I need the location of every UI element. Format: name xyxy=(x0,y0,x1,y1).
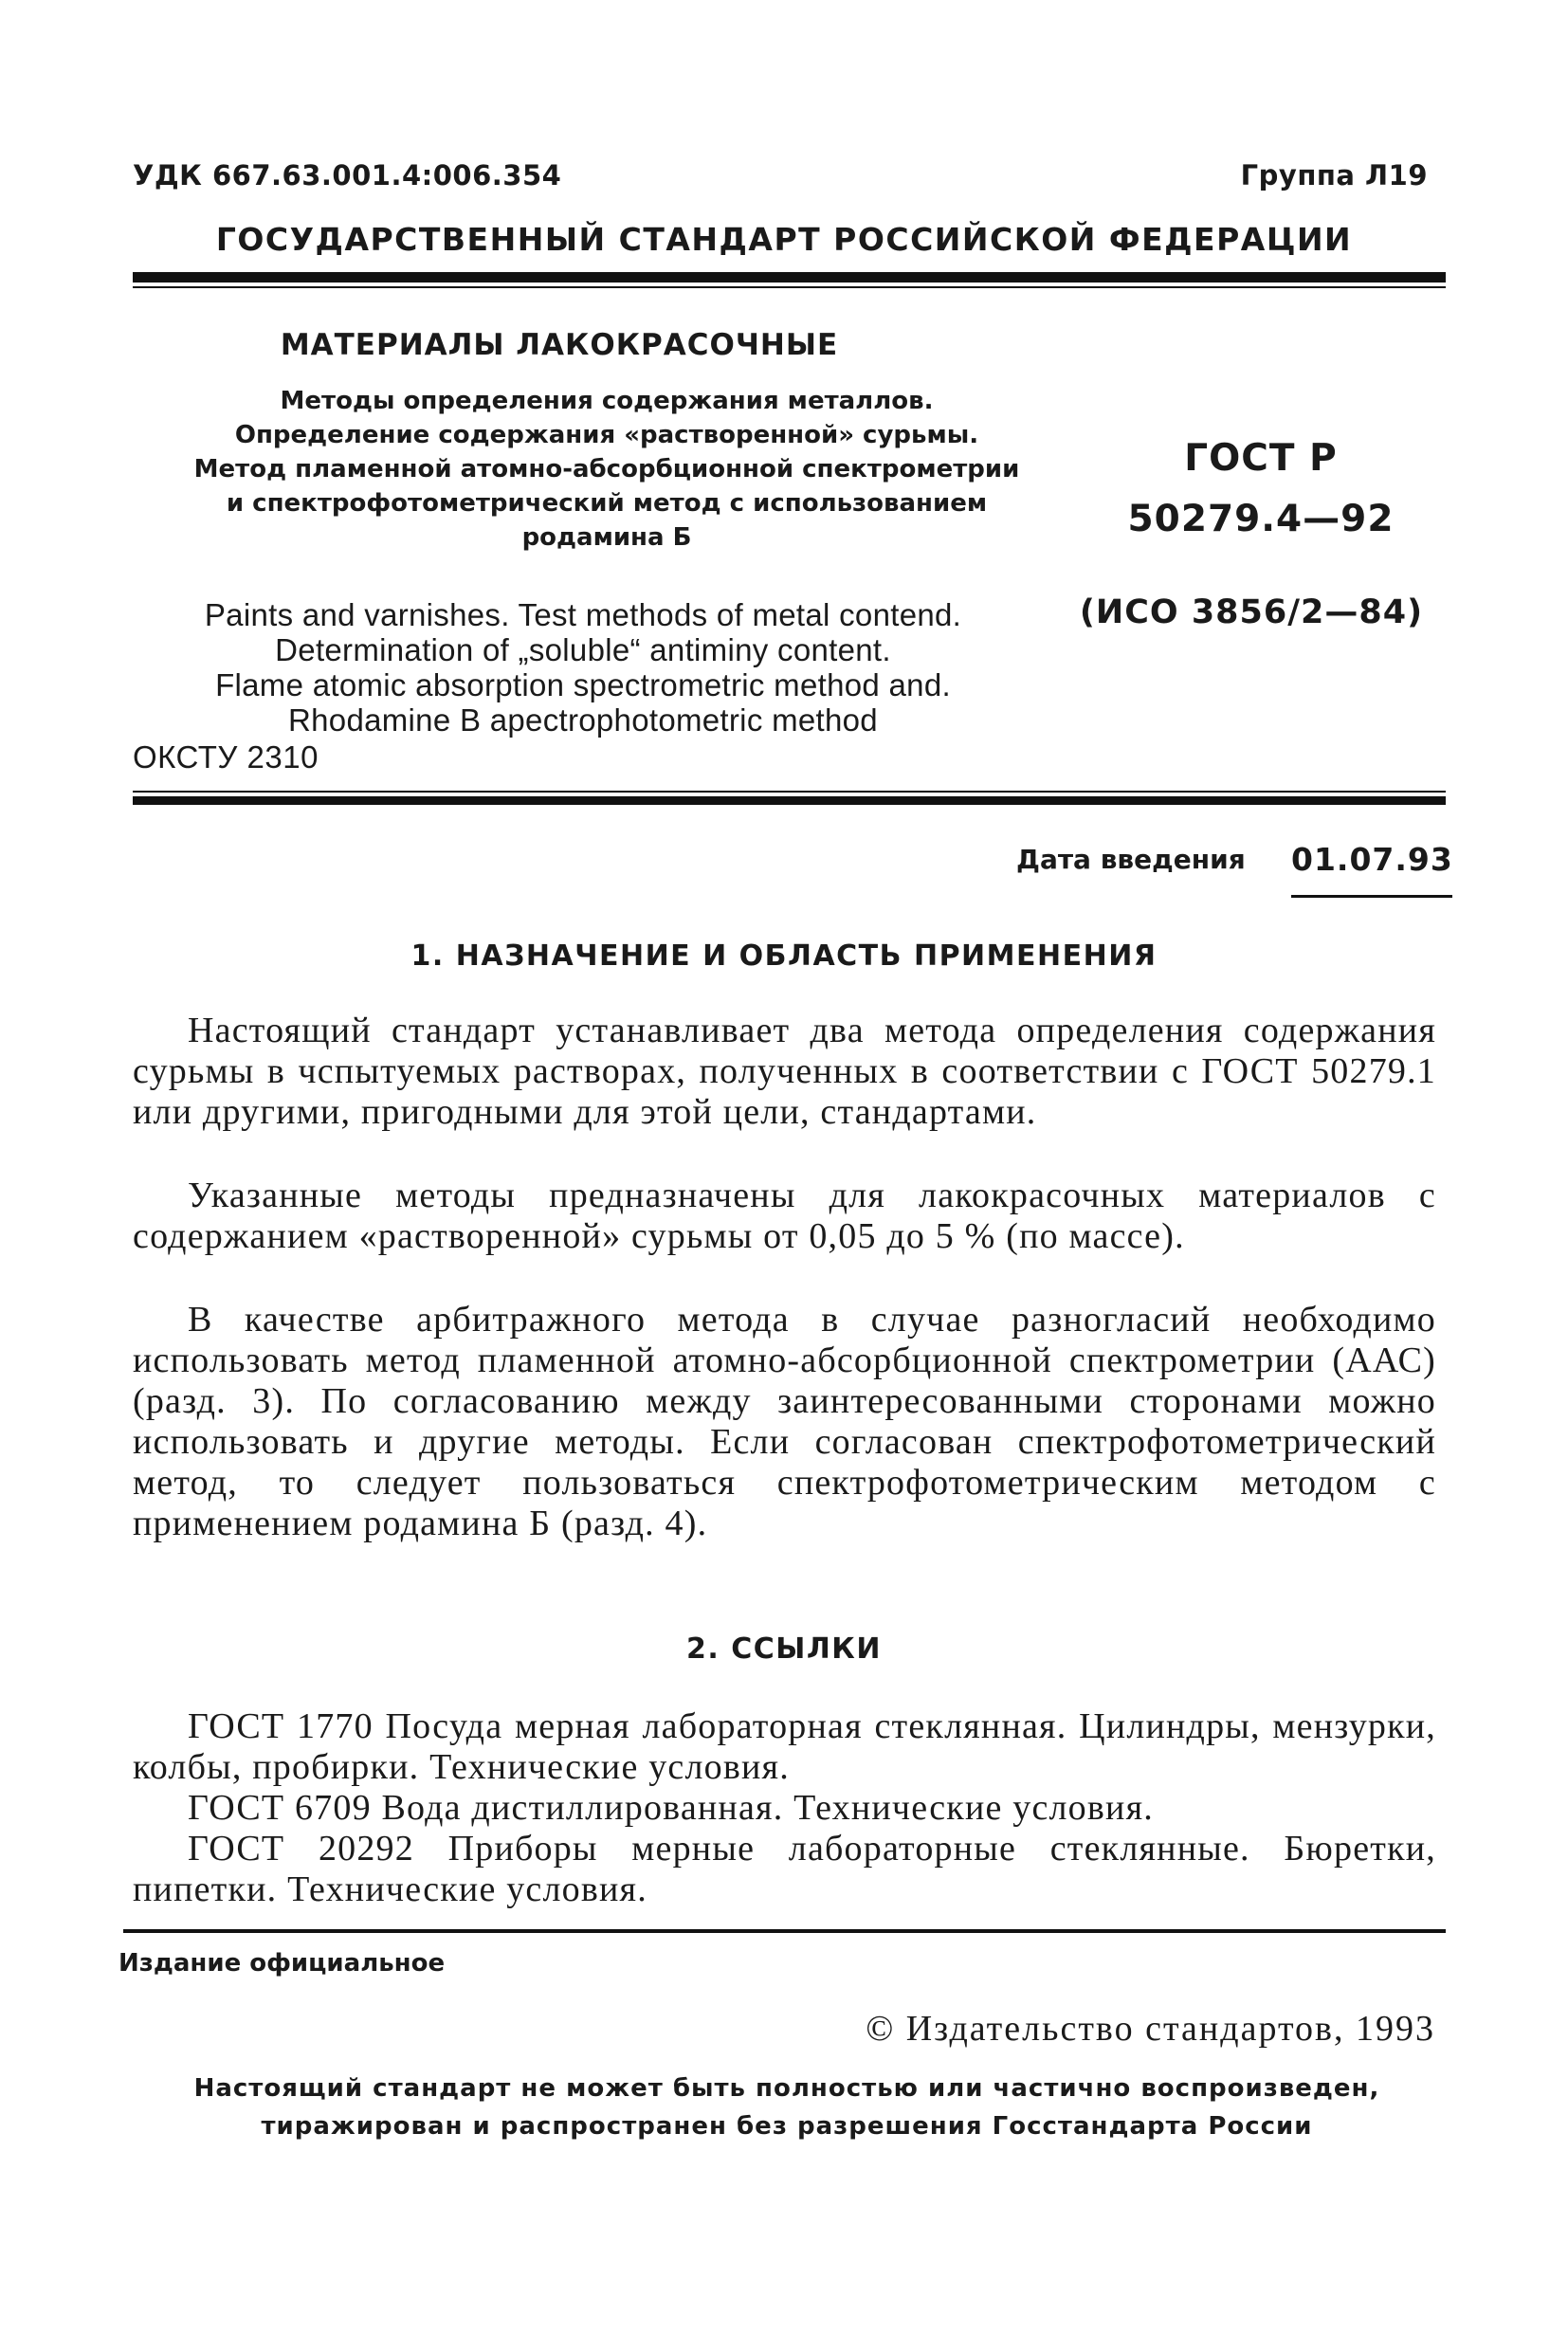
okstu-code: ОКСТУ 2310 xyxy=(133,739,319,775)
state-standard-title: ГОСУДАРСТВЕННЫЙ СТАНДАРТ РОССИЙСКОЙ ФЕДЕРАЦИИ xyxy=(215,221,1353,258)
english-subtitle xyxy=(133,597,1033,738)
en-subtitle-line: Flame atomic absorption spectrometric method and. xyxy=(215,667,951,702)
section-heading: 2. ССЫЛКИ xyxy=(686,1632,882,1666)
gost-number: 50279.4—92 xyxy=(1127,498,1395,540)
body-paragraph: В качестве арбитражного метода в случае разногласий необходимо использовать метод пламенной атомно-абсорбционной спектрометрии (ААС) (разд. 3). По согласованию между заинтересованными сторонами можно использовать и другие методы. Если согласован спектрофотометрический метод, то следует пользоваться спектрофотометрическим методом с применением родамина Б (разд. 4). xyxy=(133,1300,1436,1543)
en-subtitle-line: Paints and varnishes. Test methods of metal contend. xyxy=(204,597,962,632)
ru-subtitle-line: Методы определения содержания металлов. xyxy=(280,387,934,415)
ru-subtitle-line: Метод пламенной атомно-абсорбционной спектрометрии xyxy=(193,455,1020,483)
group-code: Группа Л19 xyxy=(1240,159,1428,191)
footer-divider xyxy=(123,1929,1446,1933)
document-title: МАТЕРИАЛЫ ЛАКОКРАСОЧНЫЕ xyxy=(280,328,839,362)
header-divider xyxy=(133,272,1446,283)
notice-line: Настоящий стандарт не может быть полностью или частично воспроизведен, xyxy=(193,2074,1380,2103)
udk-code: УДК 667.63.001.4:006.354 xyxy=(133,159,562,191)
notice-line: тиражирован и распространен без разрешения Госстандарта России xyxy=(261,2112,1313,2141)
ru-subtitle-line: родамина Б xyxy=(521,523,692,552)
copyright-notice xyxy=(104,2069,1469,2145)
intro-date-value: 01.07.93 xyxy=(1291,841,1453,878)
title-divider-thin xyxy=(133,791,1446,793)
ru-subtitle-line: Определение содержания «растворенной» сурьмы. xyxy=(234,421,979,449)
title-divider xyxy=(133,796,1446,805)
edition-label: Издание официальное xyxy=(119,1949,446,1978)
header-divider-thin xyxy=(133,286,1446,288)
reference-item: ГОСТ 20292 Приборы мерные лабораторные стеклянные. Бюретки, пипетки. Технические условия. xyxy=(133,1829,1436,1909)
date-underline xyxy=(1291,895,1452,898)
body-paragraph: Настоящий стандарт устанавливает два метода определения содержания сурьмы в чспытуемых растворах, полученных в соответствии с ГОСТ 50279.1 или другими, пригодными для этой цели, стандартами. xyxy=(133,1011,1436,1132)
en-subtitle-line: Rhodamine B apectrophotometric method xyxy=(288,702,878,738)
gost-designation xyxy=(1062,428,1460,550)
body-paragraph: Указанные методы предназначены для лакокрасочных материалов с содержанием «растворенной» сурьмы от 0,05 до 5 % (по массе). xyxy=(133,1176,1436,1256)
publisher-copyright: © Издательство стандартов, 1993 xyxy=(866,2009,1435,2049)
reference-list xyxy=(133,1706,1436,1910)
en-subtitle-line: Determination of „soluble“ antiminy content. xyxy=(275,632,891,667)
ru-subtitle-line: и спектрофотометрический метод с использованием xyxy=(226,489,988,518)
section-heading: 1. НАЗНАЧЕНИЕ И ОБЛАСТЬ ПРИМЕНЕНИЯ xyxy=(410,939,1158,973)
iso-reference: (ИСО 3856/2—84) xyxy=(1079,593,1424,631)
russian-subtitle xyxy=(152,384,1062,555)
reference-item: ГОСТ 6709 Вода дистиллированная. Технические условия. xyxy=(188,1788,1154,1828)
gost-label: ГОСТ Р xyxy=(1184,437,1338,480)
intro-date-label: Дата введения xyxy=(1016,844,1246,875)
reference-item: ГОСТ 1770 Посуда мерная лабораторная стеклянная. Цилиндры, мензурки, колбы, пробирки. Технические условия. xyxy=(133,1706,1436,1787)
